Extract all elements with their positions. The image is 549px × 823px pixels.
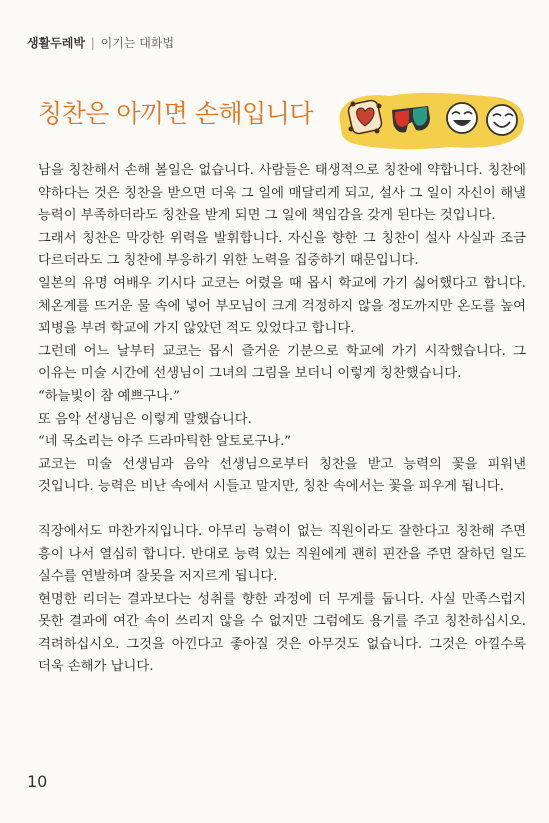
quote-line: “네 목소리는 아주 드라마틱한 알토로구나.”	[38, 434, 292, 450]
page-title: 칭찬은 아끼면 손해입니다	[38, 99, 314, 128]
header-section-name: 생활두레박	[27, 36, 85, 50]
paragraph: 직장에서도 마찬가지입니다. 아무리 능력이 없는 직원이라도 잘한다고 칭찬해 주면 흥이 나서 열심히 합니다. 반대로 능력 있는 직원에게 괜히 핀잔을 주면 잘하던 일도 실수를 연발하며 잘못을 저지르게 됩니다.	[38, 523, 526, 585]
paragraph: 그래서 칭찬은 막강한 위력을 발휘합니다. 자신을 향한 그 칭찬이 설사 사실과 조금 다르더라도 그 칭찬에 부응하기 위한 노력을 집중하기 때문입니다.	[38, 230, 526, 269]
quote-line: “하늘빛이 참 예쁘구나.”	[38, 388, 180, 404]
paragraph: 남을 칭찬해서 손해 볼일은 없습니다. 사람들은 태생적으로 칭찬에 약합니다. 칭찬에 약하다는 것은 칭찬을 받으면 더욱 그 일에 매달리게 되고, 설사 그 일이 자신이 해낼 능력이 부족하더라도 칭찬을 받게 되면 그 일에 책임감을 갖게 된다는 것입니다.	[38, 163, 526, 224]
paragraph: 현명한 리더는 결과보다는 성취를 향한 과정에 더 무게를 둡니다. 사실 만족스럽지 못한 결과에 여간 속이 쓰리지 않을 수 없지만 그럼에도 용기를 주고 칭찬하십시오. 격려하십시오. 그것을 아낀다고 좋아질 것은 아무것도 없습니다. 그것은 아낄수록 더욱 손해가 납니다.	[38, 591, 526, 675]
smiling-face-icon	[487, 105, 517, 135]
title-illustration	[330, 88, 528, 152]
paragraph: 일본의 유명 여배우 기시다 교코는 어렸을 때 몹시 학교에 가기 싫어했다고 합니다. 체온계를 뜨거운 물 속에 넣어 부모님이 크게 걱정하지 않을 정도까지만 온도를 높여 꾀병을 부려 학교에 가지 않았던 적도 있었다고 합니다.	[38, 275, 526, 337]
header-separator: |	[90, 36, 95, 50]
title-row	[38, 88, 528, 154]
page-number: 10	[27, 772, 48, 791]
paragraph: 그런데 어느 날부터 교코는 몹시 즐거운 기분으로 학교에 가기 시작했습니다. 그 이유는 미술 시간에 선생님이 그녀의 그림을 보더니 이렇게 칭찬했습니다.	[38, 343, 526, 382]
body-text	[38, 160, 526, 679]
header-subtitle: 이기는 대화법	[100, 36, 175, 50]
paragraph: 또 음악 선생님은 이렇게 말했습니다.	[38, 411, 252, 427]
paragraph: 교코는 미술 선생님과 음악 선생님으로부터 칭찬을 받고 능력의 꽃을 피워낸 것입니다. 능력은 비난 속에서 시들고 말지만, 칭찬 속에서는 꽃을 피우게 됩니다.	[38, 456, 526, 495]
heart-badge-icon	[347, 99, 383, 135]
running-header	[27, 34, 174, 51]
smiling-face-icon	[447, 103, 477, 133]
